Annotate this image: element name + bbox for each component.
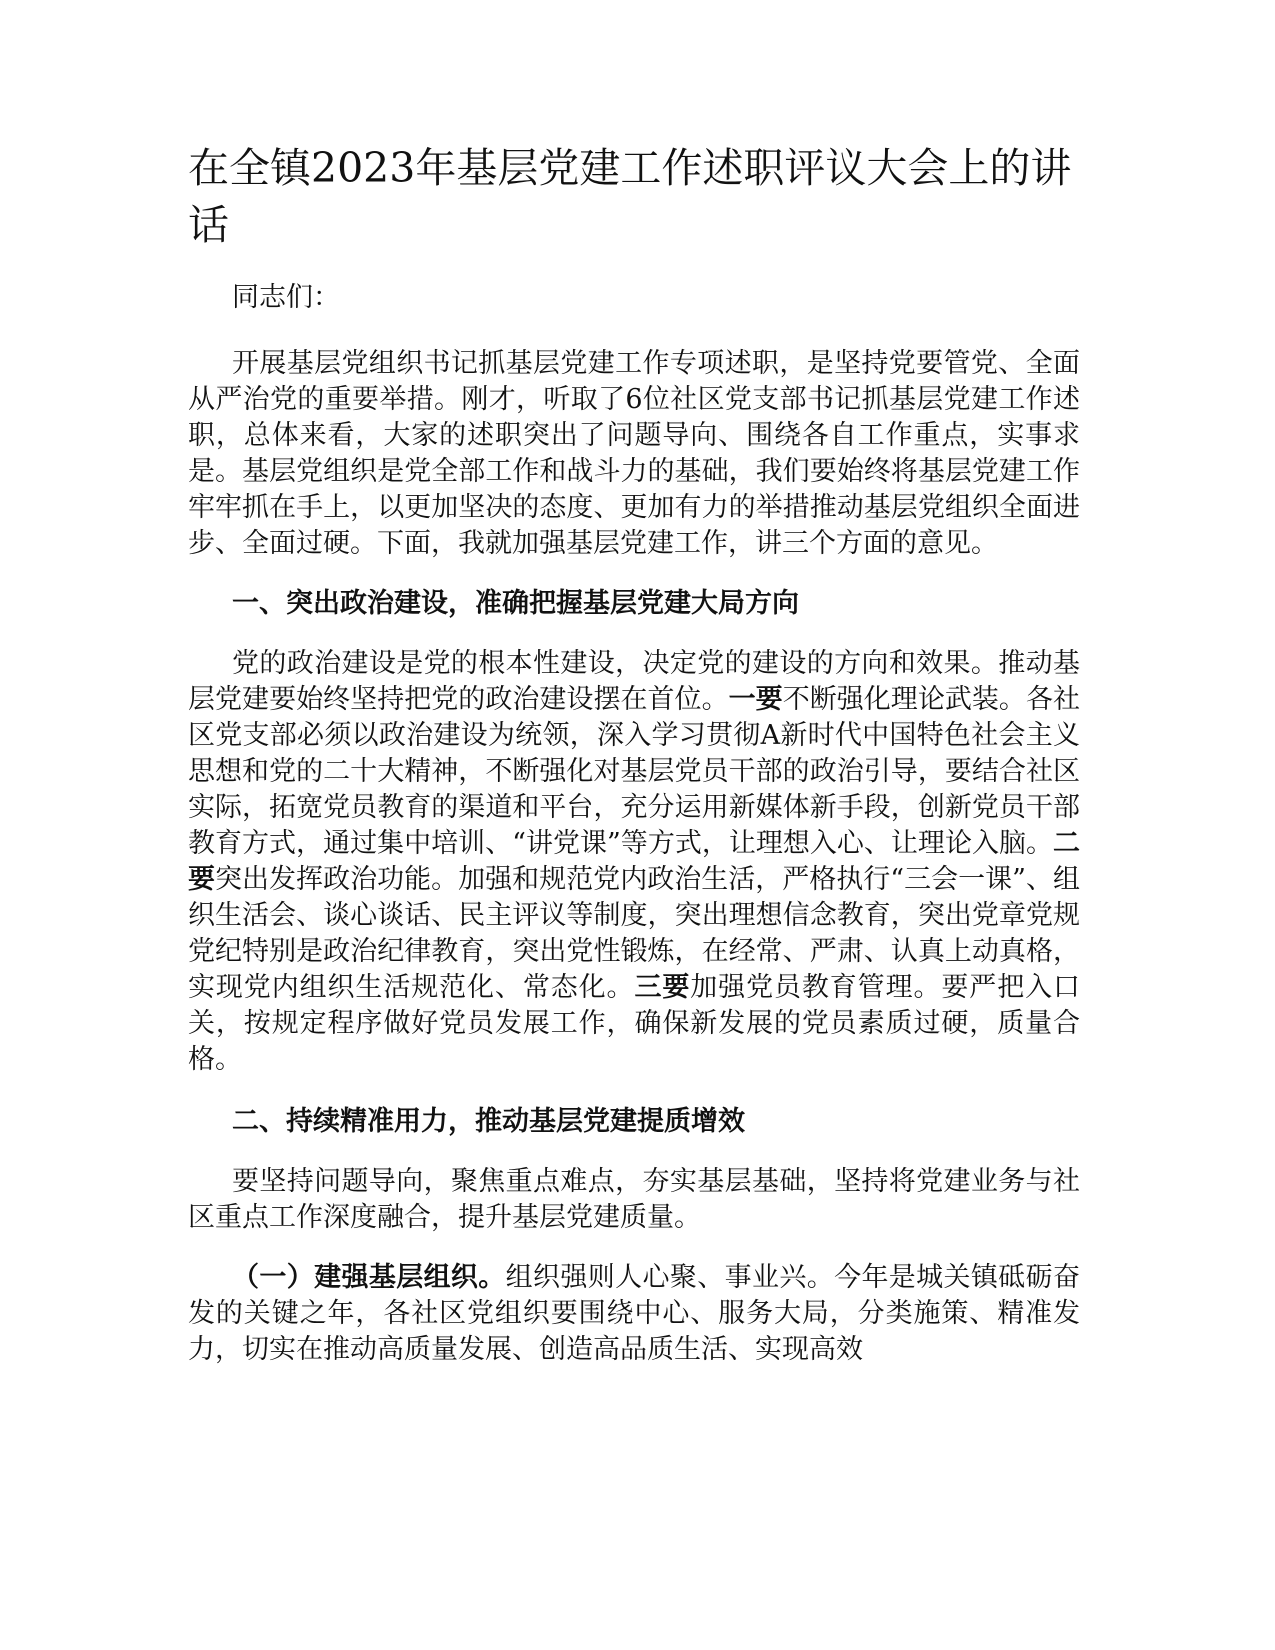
- section-1-paragraph: [188, 646, 1080, 1078]
- document-title: 在全镇2023年基层党建工作述职评议大会上的讲话: [188, 144, 1072, 249]
- section-1-emphasis-3: 三要: [634, 972, 691, 1003]
- section-2-intro-paragraph: 要坚持问题导向，聚焦重点难点，夯实基层基础，坚持将党建业务与社区重点工作深度融合，提升基层党建质量。: [188, 1166, 1080, 1233]
- subsection-1-text: 组织强则人心聚、事业兴。今年是城关镇砥砺奋发的关键之年，各社区党组织要围绕中心、服务大局，分类施策、精准发力，切实在推动高质量发展、创造高品质生活、实现高效: [188, 1262, 1081, 1365]
- section-1-text-part1: 党的政治建设是党的根本性建设，决定党的建设的方向和效果。推动基层党建要始终坚持把党的政治建设摆在首位。: [188, 648, 1080, 715]
- section-1-text-part3: 突出发挥政治功能。加强和规范党内政治生活，严格执行“三会一课”、组织生活会、谈心谈话、民主评议等制度，突出理想信念教育，突出党章党规党纪特别是政治纪律教育，突出党性锻炼，在经常、严肃、认真上动真格，实现党内组织生活规范化、常态化。: [188, 864, 1080, 1003]
- section-1-text-part4: 加强党员教育管理。要严把入口关，按规定程序做好党员发展工作，确保新发展的党员素质过硬，质量合格。: [188, 972, 1081, 1075]
- section-2-subsection-1-paragraph: [188, 1260, 1080, 1368]
- section-heading-2: 二、持续精准用力，推动基层党建提质增效: [232, 1106, 745, 1137]
- section-1-text-part2: 不断强化理论武装。各社区党支部必须以政治建设为统领，深入学习贯彻A新时代中国特色社会主义思想和党的二十大精神，不断强化对基层党员干部的政治引导，要结合社区实际，拓宽党员教育的渠道和平台，充分运用新媒体新手段，创新党员干部教育方式，通过集中培训、“讲党课”等方式，让理想入心、让理论入脑。: [188, 684, 1080, 859]
- salutation: 同志们：: [232, 282, 340, 313]
- section-heading-1: 一、突出政治建设，准确把握基层党建大局方向: [232, 588, 799, 619]
- section-1-emphasis-1: 一要: [728, 684, 783, 715]
- document-page: [188, 140, 1080, 1368]
- subsection-1-heading: （一）建强基层组织。: [232, 1262, 506, 1293]
- section-1-emphasis-2: 二要: [188, 828, 1080, 895]
- intro-paragraph: 开展基层党组织书记抓基层党建工作专项述职，是坚持党要管党、全面从严治党的重要举措。刚才，听取了6位社区党支部书记抓基层党建工作述职，总体来看，大家的述职突出了问题导向、围绕各自工作重点，实事求是。基层党组织是党全部工作和战斗力的基础，我们要始终将基层党建工作牢牢抓在手上，以更加坚决的态度、更加有力的举措推动基层党组织全面进步、全面过硬。下面，我就加强基层党建工作，讲三个方面的意见。: [188, 348, 1080, 559]
